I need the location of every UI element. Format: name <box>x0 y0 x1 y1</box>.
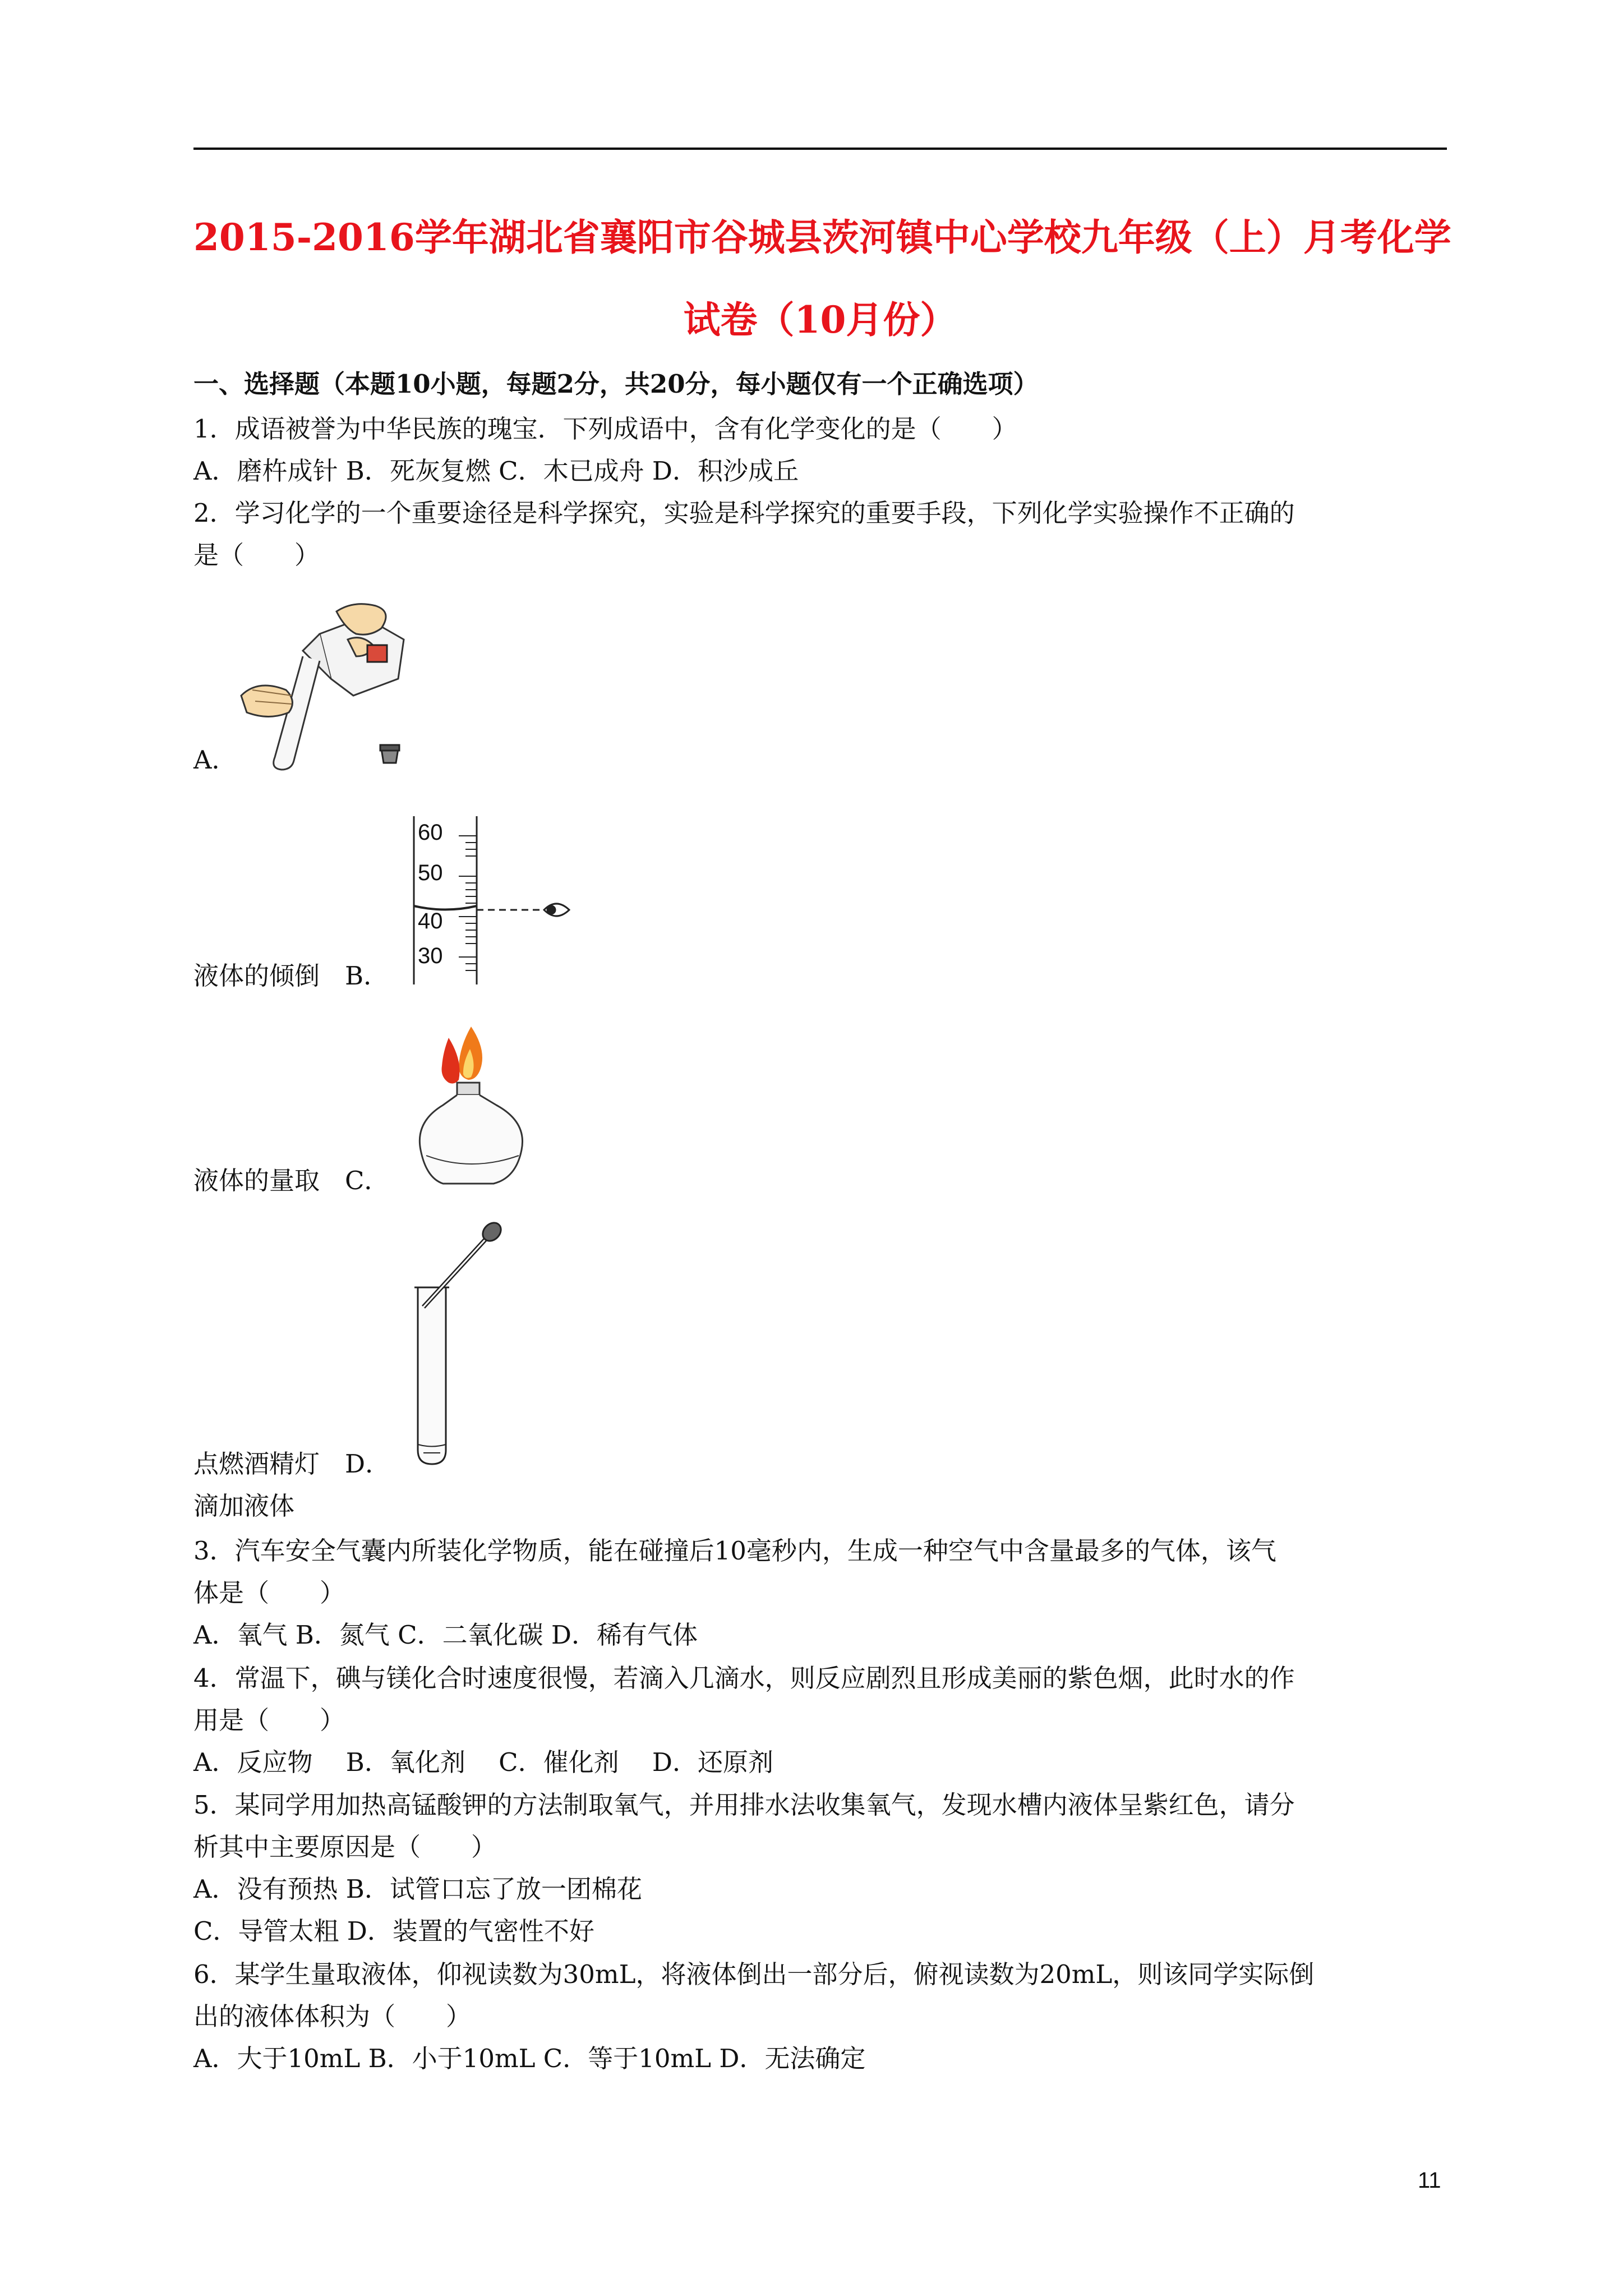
header-rule <box>193 148 1447 150</box>
q2-stem-line1: 2．学习化学的一个重要途径是科学探究，实验是科学探究的重要手段，下列化学实验操作不正确的 <box>193 498 1295 528</box>
alcohol-lamp-illustration <box>409 1027 538 1195</box>
q4-options: A．反应物 B．氧化剂 C．催化剂 D．还原剂 <box>193 1747 773 1777</box>
q4-stem-line1: 4．常温下，碘与镁化合时速度很慢，若滴入几滴水，则反应剧烈且形成美丽的紫色烟，此时水的作 <box>193 1663 1295 1693</box>
q2-option-b-prefix: 液体的倾倒 B． <box>193 961 389 991</box>
q6-stem-line2: 出的液体体积为（ ） <box>193 2001 472 2031</box>
dropper-test-tube-illustration <box>412 1223 513 1470</box>
paper-title-line1: 2015-2016学年湖北省襄阳市谷城县茨河镇中心学校九年级（上）月考化学 <box>193 215 1451 259</box>
cylinder-tick-50: 50 <box>418 861 443 885</box>
q1-options: A．磨杵成针 B．死灰复燃 C．木已成舟 D．积沙成丘 <box>193 456 799 486</box>
q2-option-a-label: A． <box>193 745 237 775</box>
q5-stem-line1: 5．某同学用加热高锰酸钾的方法制取氧气，并用排水法收集氧气，发现水槽内液体呈紫红色，请分 <box>193 1790 1295 1820</box>
q6-stem-line1: 6．某学生量取液体，仰视读数为30mL，将液体倒出一部分后，俯视读数为20mL，则该同学实际倒 <box>193 1959 1315 1989</box>
cylinder-tick-60: 60 <box>418 820 443 845</box>
pouring-liquid-illustration <box>236 595 415 774</box>
page-number: 11 <box>1418 2168 1441 2193</box>
paper-title-line2: 试卷（10月份） <box>683 298 957 342</box>
q3-stem-line2: 体是（ ） <box>193 1578 345 1608</box>
q5-options-line1: A．没有预热 B．试管口忘了放一团棉花 <box>193 1874 642 1904</box>
q2-stem-line2: 是（ ） <box>193 540 320 570</box>
q1-stem: 1．成语被誉为中华民族的瑰宝．下列成语中，含有化学变化的是（ ） <box>193 414 1017 444</box>
q2-option-d-prefix: 点燃酒精灯 D． <box>193 1449 391 1479</box>
q2-option-c-prefix: 液体的量取 C． <box>193 1166 390 1195</box>
q2-option-d-caption: 滴加液体 <box>193 1491 295 1521</box>
cylinder-tick-30: 30 <box>418 944 443 968</box>
q5-stem-line2: 析其中主要原因是（ ） <box>193 1832 497 1862</box>
q5-options-line2: C．导管太粗 D．装置的气密性不好 <box>193 1916 594 1946</box>
q6-options: A．大于10mL B．小于10mL C．等于10mL D．无法确定 <box>193 2044 866 2073</box>
cylinder-tick-40: 40 <box>418 909 443 933</box>
q3-options: A．氧气 B．氮气 C．二氧化碳 D．稀有气体 <box>193 1620 698 1650</box>
q3-stem-line1: 3．汽车安全气囊内所装化学物质，能在碰撞后10毫秒内，生成一种空气中含量最多的气体，该气 <box>193 1536 1276 1566</box>
q4-stem-line2: 用是（ ） <box>193 1705 345 1735</box>
section-heading: 一、选择题（本题10小题，每题2分，共20分，每小题仅有一个正确选项） <box>193 369 1039 399</box>
